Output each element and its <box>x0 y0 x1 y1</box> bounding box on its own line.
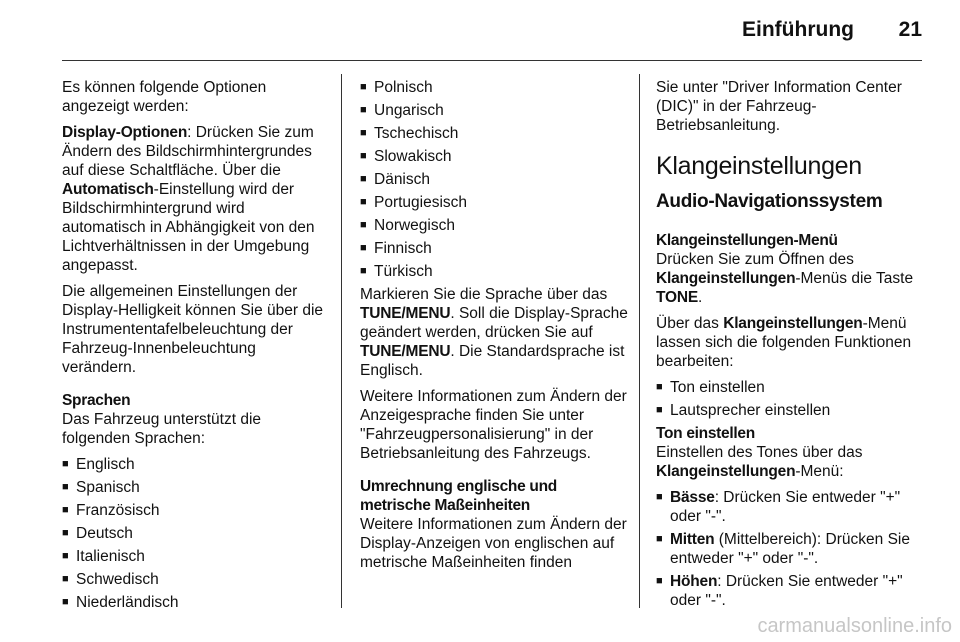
list-item: ■ Lautsprecher einstellen <box>656 401 926 420</box>
display-options-paragraph: Display-Optionen: Drücken Sie zum Ändern des Bildschirmhintergrundes auf diese Schaltfläche. Über die Automatisch-Einstellung wird der Bildschirmhintergrund wird automatisch in Abhängigkeit von den Lichtverhältnissen in der Umgebung angepasst. <box>62 124 315 274</box>
sound-menu-heading: Klangeinstellungen-Menü <box>656 232 838 249</box>
column-divider <box>341 74 342 608</box>
subsection-title: Audio-Navigationssystem <box>656 191 883 212</box>
general-settings-text: Die allgemeinen Einstellungen der Display-Helligkeit können Sie über die Instrumententafelbeleuchtung der Fahrzeug-Innenbeleuchtung verändern. <box>62 283 324 376</box>
more-info-text: Weitere Informationen zum Ändern der Anzeigesprache finden Sie unter "Fahrzeugpersonalisierung" in der Betriebsanleitung des Fahrzeugs. <box>360 388 627 462</box>
automatic-label: Automatisch <box>62 181 154 198</box>
list-item: ■ Dänisch <box>360 170 628 189</box>
display-options-label: Display-Optionen <box>62 124 188 141</box>
list-item: ■ Deutsch <box>62 524 330 543</box>
column-1 <box>62 78 330 616</box>
list-item: ■ Norwegisch <box>360 216 628 235</box>
list-item: ■ Portugiesisch <box>360 193 628 212</box>
list-item: ■ Italienisch <box>62 547 330 566</box>
languages-intro: Das Fahrzeug unterstützt die folgenden Sprachen: <box>62 411 262 447</box>
column-3 <box>656 78 926 614</box>
column-divider <box>639 74 640 608</box>
list-item: ■ Englisch <box>62 455 330 474</box>
tone-intro-paragraph: Einstellen des Tones über das Klangeinstellungen-Menü: <box>656 444 863 480</box>
list-item: ■ Türkisch <box>360 262 628 281</box>
section-title: Klangeinstellungen <box>656 152 862 180</box>
list-item: ■ Höhen: Drücken Sie entweder "+" oder "-". <box>656 572 926 610</box>
list-item: ■ Spanisch <box>62 478 330 497</box>
continued-text: Sie unter "Driver Information Center (DIC)" in der Fahrzeug-Betriebsanleitung. <box>656 79 902 134</box>
list-item: ■ Ton einstellen <box>656 378 926 397</box>
list-item: ■ Französisch <box>62 501 330 520</box>
page-number: 21 <box>898 18 922 41</box>
select-language-paragraph: Markieren Sie die Sprache über das TUNE/MENU. Soll die Display-Sprache geändert werden, drücken Sie auf TUNE/MENU. Die Standardsprache ist Englisch. <box>360 286 628 379</box>
languages-list-1 <box>62 455 330 612</box>
tone-heading: Ton einstellen <box>656 425 755 442</box>
open-menu-paragraph: Drücken Sie zum Öffnen des Klangeinstellungen-Menüs die Taste TONE. <box>656 251 914 306</box>
tune-menu-label: TUNE/MENU <box>360 305 451 322</box>
functions-list <box>656 378 926 420</box>
units-text: Weitere Informationen zum Ändern der Display-Anzeigen von englischen auf metrische Maßeinheiten finden <box>360 516 627 571</box>
list-item: ■ Polnisch <box>360 78 628 97</box>
list-item: ■ Finnisch <box>360 239 628 258</box>
page-header <box>62 0 922 61</box>
list-item: ■ Niederländisch <box>62 593 330 612</box>
list-item: ■ Slowakisch <box>360 147 628 166</box>
list-item: ■ Mitten (Mittelbereich): Drücken Sie entweder "+" oder "-". <box>656 530 926 568</box>
column-2 <box>360 78 628 579</box>
languages-heading: Sprachen <box>62 392 131 409</box>
languages-list-2 <box>360 78 628 281</box>
intro-text: Es können folgende Optionen angezeigt werden: <box>62 79 267 115</box>
menu-functions-paragraph: Über das Klangeinstellungen-Menü lassen sich die folgenden Funktionen bearbeiten: <box>656 315 912 370</box>
tone-key-label: TONE <box>656 289 698 306</box>
tone-list <box>656 488 926 610</box>
watermark: carmanualsonline.info <box>757 615 952 637</box>
tune-menu-label: TUNE/MENU <box>360 343 451 360</box>
list-item: ■ Bässe: Drücken Sie entweder "+" oder "-". <box>656 488 926 526</box>
units-heading: Umrechnung englische und metrische Maßeinheiten <box>360 478 557 514</box>
list-item: ■ Schwedisch <box>62 570 330 589</box>
list-item: ■ Tschechisch <box>360 124 628 143</box>
list-item: ■ Ungarisch <box>360 101 628 120</box>
chapter-title: Einführung <box>742 18 854 41</box>
